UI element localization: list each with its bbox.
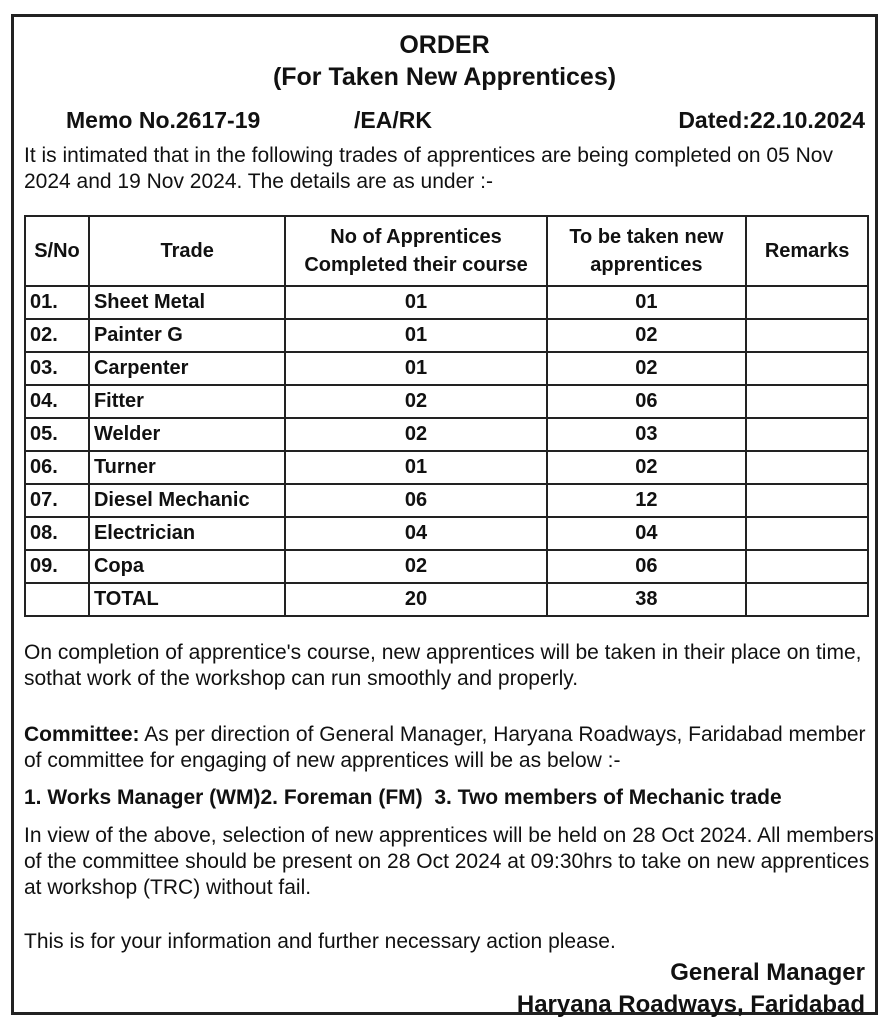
order-document xyxy=(11,14,878,1018)
row-remarks xyxy=(746,484,868,517)
row-sno: 01. xyxy=(25,286,89,319)
row-remarks xyxy=(746,385,868,418)
row-new: 02 xyxy=(547,319,747,352)
row-trade: Welder xyxy=(89,418,285,451)
info-paragraph: This is for your information and further necessary action please. xyxy=(24,930,616,953)
row-sno: 09. xyxy=(25,550,89,583)
row-trade: Diesel Mechanic xyxy=(89,484,285,517)
table-row xyxy=(25,517,868,550)
total-remarks xyxy=(746,583,868,616)
table-row xyxy=(25,451,868,484)
order-subtitle: (For Taken New Apprentices) xyxy=(272,63,617,91)
order-title: ORDER xyxy=(399,31,490,59)
row-completed: 01 xyxy=(285,319,546,352)
row-completed: 02 xyxy=(285,385,546,418)
table-header-row xyxy=(25,216,868,286)
row-sno: 05. xyxy=(25,418,89,451)
committee-label: Committee: xyxy=(24,723,140,746)
row-remarks xyxy=(746,352,868,385)
row-remarks xyxy=(746,286,868,319)
row-trade: Copa xyxy=(89,550,285,583)
header-remarks: Remarks xyxy=(746,216,868,286)
row-new: 12 xyxy=(547,484,747,517)
header-trade: Trade xyxy=(89,216,285,286)
row-completed: 02 xyxy=(285,418,546,451)
apprentice-table xyxy=(24,215,869,617)
row-remarks xyxy=(746,418,868,451)
row-sno: 02. xyxy=(25,319,89,352)
header-sno: S/No xyxy=(25,216,89,286)
row-completed: 01 xyxy=(285,286,546,319)
row-remarks xyxy=(746,451,868,484)
row-sno: 04. xyxy=(25,385,89,418)
row-new: 03 xyxy=(547,418,747,451)
memo-suffix: /EA/RK xyxy=(354,107,432,133)
table-row xyxy=(25,550,868,583)
total-new: 38 xyxy=(547,583,747,616)
row-trade: Electrician xyxy=(89,517,285,550)
row-trade: Fitter xyxy=(89,385,285,418)
memo-date: Dated:22.10.2024 xyxy=(678,107,865,133)
row-completed: 01 xyxy=(285,352,546,385)
row-new: 01 xyxy=(547,286,747,319)
row-sno: 08. xyxy=(25,517,89,550)
row-completed: 04 xyxy=(285,517,546,550)
row-sno: 03. xyxy=(25,352,89,385)
row-new: 04 xyxy=(547,517,747,550)
row-sno: 07. xyxy=(25,484,89,517)
table-row xyxy=(25,385,868,418)
row-completed: 01 xyxy=(285,451,546,484)
row-new: 06 xyxy=(547,385,747,418)
row-trade: Painter G xyxy=(89,319,285,352)
table-row xyxy=(25,418,868,451)
table-row xyxy=(25,319,868,352)
table-row xyxy=(25,286,868,319)
row-new: 02 xyxy=(547,451,747,484)
row-completed: 02 xyxy=(285,550,546,583)
total-label: TOTAL xyxy=(89,583,285,616)
row-trade: Carpenter xyxy=(89,352,285,385)
intro-paragraph: It is intimated that in the following trades of apprentices are being completed on 05 Nov 2024 and 19 Nov 2024. The details are as under :- xyxy=(24,144,833,193)
row-completed: 06 xyxy=(285,484,546,517)
completion-paragraph: On completion of apprentice's course, new apprentices will be taken in their place on time, sothat work of the workshop can run smoothly and properly. xyxy=(24,641,862,690)
row-remarks xyxy=(746,550,868,583)
row-new: 06 xyxy=(547,550,747,583)
committee-text: As per direction of General Manager, Haryana Roadways, Faridabad member of committee for engaging of new apprentices will be as below :- xyxy=(24,723,866,772)
committee-paragraph xyxy=(24,722,874,774)
row-remarks xyxy=(746,319,868,352)
header-completed: No of Apprentices Completed their course xyxy=(285,216,546,286)
row-trade: Sheet Metal xyxy=(89,286,285,319)
selection-paragraph: In view of the above, selection of new apprentices will be held on 28 Oct 2024. All members of the committee should be present on 28 Oct 2024 at 09:30hrs to take on new apprentices at workshop (TRC) without fail. xyxy=(24,824,874,899)
row-sno: 06. xyxy=(25,451,89,484)
table-row xyxy=(25,484,868,517)
row-trade: Turner xyxy=(89,451,285,484)
memo-number: Memo No.2617-19 xyxy=(66,107,261,133)
header-new: To be taken new apprentices xyxy=(547,216,747,286)
committee-members: 1. Works Manager (WM)2. Foreman (FM) 3. Two members of Mechanic trade xyxy=(24,786,782,809)
table-row xyxy=(25,352,868,385)
row-remarks xyxy=(746,517,868,550)
signature-designation: General Manager xyxy=(670,959,865,986)
signature-office: Haryana Roadways, Faridabad xyxy=(516,991,865,1018)
total-completed: 20 xyxy=(285,583,546,616)
total-row xyxy=(25,583,868,616)
row-new: 02 xyxy=(547,352,747,385)
total-sno xyxy=(25,583,89,616)
